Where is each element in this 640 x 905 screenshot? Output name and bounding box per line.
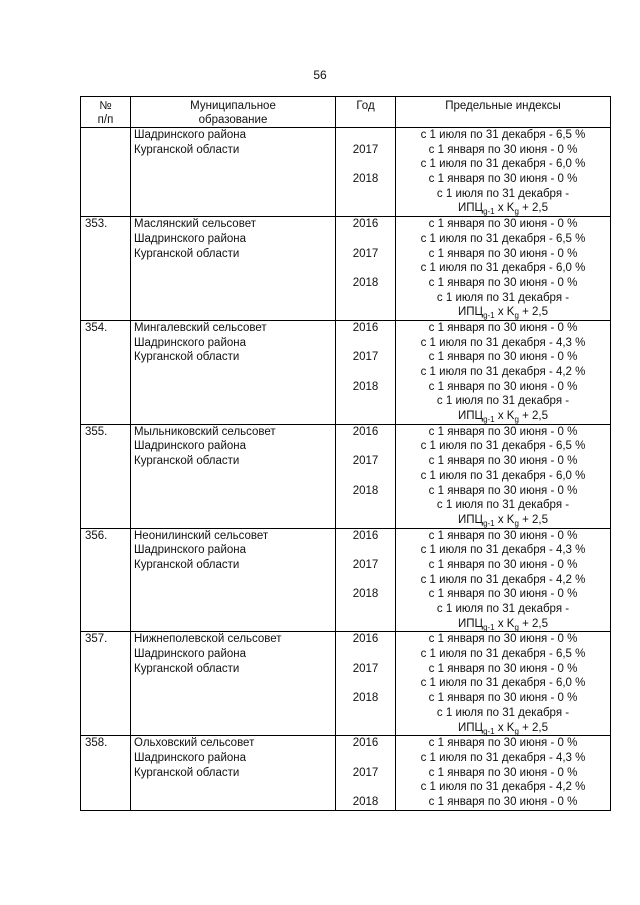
- municipality-line: Курганской области: [134, 143, 240, 156]
- formula-part: + 2,5: [518, 513, 548, 526]
- municipality-line: Мингалевский сельсовет: [134, 321, 267, 334]
- municipality-line: [134, 484, 335, 499]
- municipality-line: [134, 469, 335, 484]
- year-line: 2018: [352, 276, 379, 289]
- index-line: с 1 июля по 31 декабря - 6,5 %: [420, 129, 586, 141]
- index-line: с 1 января по 30 июня - 0 %: [428, 276, 578, 289]
- year-line: [336, 573, 395, 588]
- municipality-line: [134, 261, 335, 276]
- municipality-line: Нижнеполевской сельсовет: [134, 633, 282, 646]
- municipality-line: [134, 721, 335, 736]
- index-line: с 1 января по 30 июня - 0 %: [428, 484, 578, 497]
- year-line: 2016: [352, 425, 379, 438]
- table-row: [81, 217, 611, 321]
- year-line: 2017: [352, 662, 379, 675]
- municipality-line: [134, 617, 335, 632]
- index-line: с 1 января по 30 июня - 0 %: [428, 351, 578, 364]
- year-line: [336, 261, 395, 276]
- indices-cell: [396, 632, 611, 736]
- year-line: 2017: [352, 143, 379, 156]
- municipality-line: [134, 573, 335, 588]
- year-line: 2018: [352, 380, 379, 393]
- formula-part: g-1: [483, 622, 495, 632]
- index-line: с 1 июля по 31 декабря - 6,5 %: [420, 232, 586, 245]
- year-line: [336, 617, 395, 632]
- index-line: с 1 июля по 31 декабря - 6,0 %: [420, 469, 586, 482]
- municipality-cell: [131, 320, 336, 424]
- municipality-line: [134, 172, 335, 187]
- municipality-line: Неонилинский сельсовет: [134, 529, 269, 542]
- index-line: с 1 января по 30 июня - 0 %: [428, 692, 578, 705]
- formula-part: x K: [494, 202, 515, 215]
- municipality-line: Шадринского района: [134, 751, 247, 764]
- year-cell: [336, 128, 396, 217]
- year-line: [336, 157, 395, 172]
- year-line: [336, 469, 395, 484]
- index-line: с 1 января по 30 июня - 0 %: [428, 633, 578, 646]
- municipality-line: [134, 305, 335, 320]
- year-line: [336, 232, 395, 247]
- year-line: [336, 201, 395, 216]
- year-cell: [336, 424, 396, 528]
- limit-indices-table: [80, 96, 611, 811]
- year-line: [336, 365, 395, 380]
- municipality-line: Мыльниковский сельсовет: [134, 425, 276, 438]
- municipality-line: Шадринского района: [134, 129, 247, 141]
- municipality-cell: [131, 128, 336, 217]
- formula-part: + 2,5: [518, 721, 548, 734]
- municipality-line: [134, 365, 335, 380]
- year-cell: [336, 217, 396, 321]
- index-line: с 1 января по 30 июня - 0 %: [428, 558, 578, 571]
- municipality-line: [134, 201, 335, 216]
- page-number: 56: [313, 68, 327, 82]
- row-number: 354.: [81, 320, 131, 424]
- table-row: [81, 528, 611, 632]
- index-line: с 1 января по 30 июня - 0 %: [428, 455, 578, 468]
- municipality-line: Курганской области: [134, 247, 240, 260]
- indices-cell: [396, 424, 611, 528]
- row-number: [81, 128, 131, 217]
- year-cell: [336, 632, 396, 736]
- year-line: 2016: [352, 529, 379, 542]
- index-formula: [396, 201, 610, 216]
- year-line: [336, 721, 395, 736]
- header-year: Год: [336, 97, 396, 128]
- year-line: [336, 305, 395, 320]
- formula-part: x K: [494, 617, 515, 630]
- year-line: [336, 513, 395, 528]
- municipality-line: Шадринского района: [134, 544, 247, 557]
- index-formula: [396, 513, 610, 528]
- indices-cell: [396, 217, 611, 321]
- year-cell: [336, 528, 396, 632]
- municipality-cell: [131, 736, 336, 810]
- formula-part: g: [514, 311, 519, 321]
- year-line: [336, 128, 395, 143]
- municipality-line: [134, 795, 335, 810]
- municipality-line: Курганской области: [134, 351, 240, 364]
- row-number: 353.: [81, 217, 131, 321]
- index-formula: [396, 305, 610, 320]
- formula-part: ИПЦ: [458, 513, 484, 526]
- municipality-line: [134, 780, 335, 795]
- index-line: с 1 июля по 31 декабря - 4,3 %: [420, 751, 586, 764]
- formula-part: x K: [494, 306, 515, 319]
- formula-part: + 2,5: [518, 410, 548, 423]
- index-line: с 1 июля по 31 декабря - 4,3 %: [420, 544, 586, 557]
- municipality-line: Курганской области: [134, 558, 240, 571]
- year-line: [336, 336, 395, 351]
- year-line: 2018: [352, 588, 379, 601]
- municipality-line: Курганской области: [134, 766, 240, 779]
- year-cell: [336, 736, 396, 810]
- municipality-line: Шадринского района: [134, 648, 247, 661]
- year-line: 2018: [352, 795, 379, 808]
- index-line: с 1 июля по 31 декабря -: [436, 291, 570, 304]
- year-line: [336, 187, 395, 202]
- year-line: 2017: [352, 766, 379, 779]
- municipality-line: Шадринского района: [134, 440, 247, 453]
- index-line: с 1 июля по 31 декабря -: [436, 187, 570, 200]
- index-line: с 1 июля по 31 декабря - 4,2 %: [420, 366, 586, 378]
- year-line: [336, 647, 395, 662]
- index-line: с 1 июля по 31 декабря - 4,2 %: [420, 573, 586, 586]
- index-line: с 1 января по 30 июня - 0 %: [428, 321, 578, 334]
- header-indices: Предельные индексы: [396, 97, 611, 128]
- year-line: [336, 439, 395, 454]
- index-line: с 1 января по 30 июня - 0 %: [428, 247, 578, 260]
- formula-part: g-1: [483, 518, 495, 528]
- index-line: с 1 января по 30 июня - 0 %: [428, 425, 578, 438]
- municipality-line: [134, 276, 335, 291]
- year-line: [336, 409, 395, 424]
- municipality-line: [134, 291, 335, 306]
- year-line: 2016: [352, 321, 379, 334]
- row-number: 357.: [81, 632, 131, 736]
- index-line: с 1 января по 30 июня - 0 %: [428, 737, 578, 750]
- year-line: [336, 706, 395, 721]
- municipality-line: Курганской области: [134, 662, 240, 675]
- municipality-line: Маслянский сельсовет: [134, 218, 256, 231]
- municipality-line: [134, 706, 335, 721]
- municipality-cell: [131, 424, 336, 528]
- year-line: 2016: [352, 737, 379, 750]
- table-row: [81, 128, 611, 217]
- year-line: 2016: [352, 633, 379, 646]
- index-formula: [396, 617, 610, 632]
- year-line: 2018: [352, 692, 379, 705]
- formula-part: ИПЦ: [458, 202, 484, 215]
- municipality-line: Ольховский сельсовет: [134, 737, 255, 750]
- year-line: [336, 780, 395, 795]
- formula-part: + 2,5: [518, 306, 548, 319]
- formula-part: g: [514, 622, 519, 632]
- municipality-line: [134, 513, 335, 528]
- year-cell: [336, 320, 396, 424]
- formula-part: g: [514, 518, 519, 528]
- index-line: с 1 января по 30 июня - 0 %: [428, 588, 578, 601]
- year-line: 2018: [352, 173, 379, 186]
- table-row: [81, 736, 611, 810]
- index-line: с 1 января по 30 июня - 0 %: [428, 173, 578, 186]
- year-line: [336, 602, 395, 617]
- index-formula: [396, 409, 610, 424]
- formula-part: g-1: [483, 726, 495, 736]
- indices-cell: [396, 736, 611, 810]
- index-line: с 1 января по 30 июня - 0 %: [428, 766, 578, 779]
- year-line: [336, 498, 395, 513]
- index-line: с 1 июля по 31 декабря - 6,0 %: [420, 677, 586, 690]
- index-line: с 1 июля по 31 декабря - 6,5 %: [420, 648, 586, 661]
- municipality-cell: [131, 217, 336, 321]
- municipality-line: [134, 380, 335, 395]
- formula-part: x K: [494, 410, 515, 423]
- municipality-line: [134, 394, 335, 409]
- index-formula: [396, 721, 610, 736]
- municipality-line: [134, 691, 335, 706]
- index-line: с 1 января по 30 июня - 0 %: [428, 529, 578, 542]
- formula-part: g: [514, 415, 519, 425]
- municipality-line: [134, 187, 335, 202]
- index-line: с 1 июля по 31 декабря -: [436, 706, 570, 719]
- index-line: с 1 июля по 31 декабря -: [436, 499, 570, 512]
- municipality-line: [134, 587, 335, 602]
- table-row: [81, 424, 611, 528]
- municipality-line: [134, 157, 335, 172]
- table-row: [81, 320, 611, 424]
- year-line: [336, 394, 395, 409]
- row-number: 358.: [81, 736, 131, 810]
- year-line: [336, 543, 395, 558]
- formula-part: ИПЦ: [458, 410, 484, 423]
- formula-part: x K: [494, 513, 515, 526]
- formula-part: ИПЦ: [458, 617, 484, 630]
- municipality-line: [134, 409, 335, 424]
- formula-part: ИПЦ: [458, 721, 484, 734]
- municipality-line: Шадринского района: [134, 336, 247, 349]
- formula-part: g-1: [483, 415, 495, 425]
- year-line: 2017: [352, 351, 379, 364]
- index-line: с 1 июля по 31 декабря - 4,2 %: [420, 781, 586, 794]
- header-municipality: Муниципальное образование: [131, 97, 336, 128]
- year-line: 2016: [352, 218, 379, 231]
- formula-part: g: [514, 207, 519, 217]
- formula-part: g: [514, 726, 519, 736]
- table-header-row: [81, 97, 611, 128]
- year-line: [336, 291, 395, 306]
- year-line: 2018: [352, 484, 379, 497]
- municipality-cell: [131, 528, 336, 632]
- formula-part: g-1: [483, 311, 495, 321]
- municipality-line: [134, 498, 335, 513]
- indices-cell: [396, 320, 611, 424]
- table-row: [81, 632, 611, 736]
- formula-part: + 2,5: [518, 202, 548, 215]
- index-line: с 1 января по 30 июня - 0 %: [428, 795, 578, 808]
- formula-part: + 2,5: [518, 617, 548, 630]
- index-line: с 1 января по 30 июня - 0 %: [428, 662, 578, 675]
- municipality-line: Курганской области: [134, 455, 240, 468]
- year-line: [336, 751, 395, 766]
- index-line: с 1 июля по 31 декабря - 6,0 %: [420, 262, 586, 275]
- municipality-cell: [131, 632, 336, 736]
- year-line: 2017: [352, 247, 379, 260]
- year-line: 2017: [352, 558, 379, 571]
- index-line: с 1 июля по 31 декабря - 4,3 %: [420, 336, 586, 349]
- row-number: 356.: [81, 528, 131, 632]
- formula-part: ИПЦ: [458, 306, 484, 319]
- index-line: с 1 июля по 31 декабря -: [436, 603, 570, 615]
- municipality-line: [134, 602, 335, 617]
- index-line: с 1 января по 30 июня - 0 %: [428, 143, 578, 156]
- formula-part: x K: [494, 721, 515, 734]
- formula-part: g-1: [483, 207, 495, 217]
- year-line: 2017: [352, 455, 379, 468]
- year-line: [336, 676, 395, 691]
- indices-cell: [396, 528, 611, 632]
- indices-cell: [396, 128, 611, 217]
- index-line: с 1 июля по 31 декабря -: [436, 395, 570, 408]
- index-line: с 1 января по 30 июня - 0 %: [428, 380, 578, 393]
- row-number: 355.: [81, 424, 131, 528]
- index-line: с 1 июля по 31 декабря - 6,5 %: [420, 440, 586, 453]
- municipality-line: Шадринского района: [134, 232, 247, 245]
- header-number: № п/п: [81, 97, 131, 128]
- index-line: с 1 июля по 31 декабря - 6,0 %: [420, 158, 586, 171]
- municipality-line: [134, 676, 335, 691]
- index-line: с 1 января по 30 июня - 0 %: [428, 218, 578, 231]
